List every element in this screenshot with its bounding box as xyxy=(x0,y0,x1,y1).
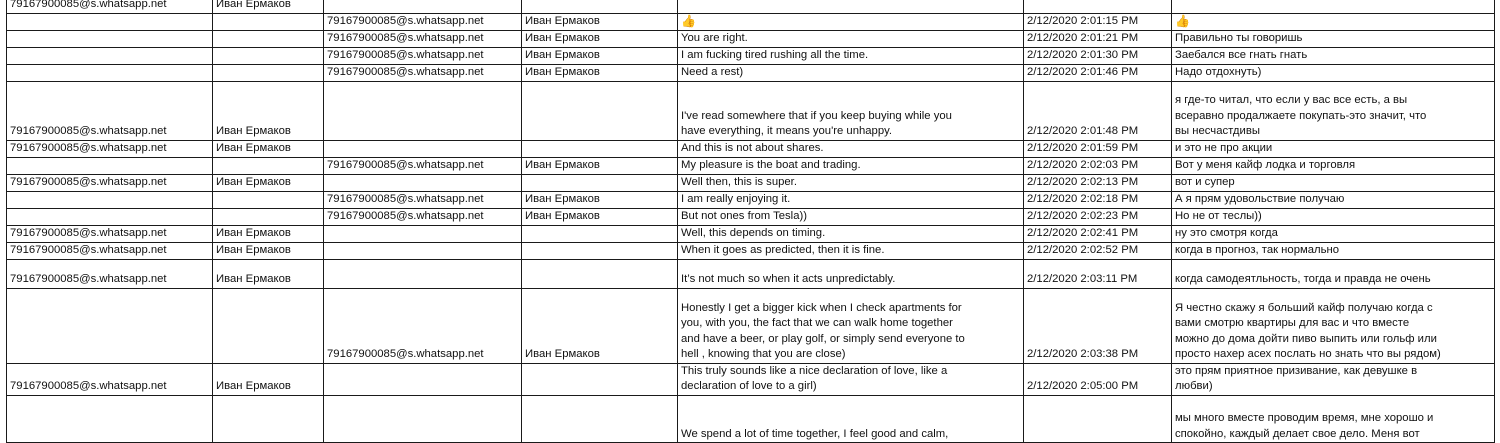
recipient-id-cell: 79167900085@s.whatsapp.net xyxy=(324,157,522,174)
sender-id-cell: 79167900085@s.whatsapp.net xyxy=(7,140,213,157)
table-row xyxy=(7,191,1495,208)
message-english-cell: But not ones from Tesla)) xyxy=(678,208,1024,225)
timestamp-cell xyxy=(1024,0,1172,13)
sender-id-cell xyxy=(7,13,213,30)
sender-id-cell xyxy=(7,208,213,225)
recipient-id-cell: 79167900085@s.whatsapp.net xyxy=(324,47,522,64)
sender-name-cell xyxy=(213,13,324,30)
recipient-id-cell: 79167900085@s.whatsapp.net xyxy=(324,13,522,30)
table-row xyxy=(7,395,1495,443)
sender-name-cell: Иван Ермаков xyxy=(213,140,324,157)
table-row xyxy=(7,157,1495,174)
timestamp-cell: 2/12/2020 2:02:52 PM xyxy=(1024,242,1172,259)
recipient-name-cell xyxy=(522,0,678,13)
sender-id-cell xyxy=(7,395,213,443)
message-english-cell xyxy=(678,0,1024,13)
timestamp-cell: 2/12/2020 2:01:48 PM xyxy=(1024,81,1172,140)
message-russian-cell: Вот у меня кайф лодка и торговля xyxy=(1172,157,1495,174)
sender-id-cell: 79167900085@s.whatsapp.net xyxy=(7,363,213,395)
timestamp-cell: 2/12/2020 2:02:23 PM xyxy=(1024,208,1172,225)
table-row xyxy=(7,81,1495,140)
recipient-id-cell xyxy=(324,174,522,191)
sender-id-cell xyxy=(7,288,213,363)
timestamp-cell: 2/12/2020 2:01:15 PM xyxy=(1024,13,1172,30)
message-russian-cell: Но не от теслы)) xyxy=(1172,208,1495,225)
message-english-cell: When it goes as predicted, then it is fine. xyxy=(678,242,1024,259)
timestamp-cell xyxy=(1024,395,1172,443)
recipient-id-cell: 79167900085@s.whatsapp.net xyxy=(324,191,522,208)
recipient-name-cell: Иван Ермаков xyxy=(522,191,678,208)
message-english-cell: I've read somewhere that if you keep buying while you have everything, it means you're unhappy. xyxy=(678,81,1024,140)
message-english-cell: This truly sounds like a nice declaration of love, like a declaration of love to a girl) xyxy=(678,363,1024,395)
message-english-cell: It’s not much so when it acts unpredictably. xyxy=(678,259,1024,288)
sender-name-cell: Иван Ермаков xyxy=(213,0,324,13)
sender-id-cell xyxy=(7,157,213,174)
recipient-id-cell: 79167900085@s.whatsapp.net xyxy=(324,288,522,363)
table-row xyxy=(7,208,1495,225)
timestamp-cell: 2/12/2020 2:01:59 PM xyxy=(1024,140,1172,157)
message-english-cell: I am really enjoying it. xyxy=(678,191,1024,208)
recipient-id-cell: 79167900085@s.whatsapp.net xyxy=(324,208,522,225)
timestamp-cell: 2/12/2020 2:03:11 PM xyxy=(1024,259,1172,288)
table-row xyxy=(7,242,1495,259)
table-row xyxy=(7,288,1495,363)
message-english-cell: Need a rest) xyxy=(678,64,1024,81)
message-russian-cell: Надо отдохнуть) xyxy=(1172,64,1495,81)
sender-name-cell xyxy=(213,30,324,47)
sender-name-cell xyxy=(213,157,324,174)
sender-id-cell: 79167900085@s.whatsapp.net xyxy=(7,81,213,140)
sender-name-cell xyxy=(213,47,324,64)
message-english-cell: Honestly I get a bigger kick when I check apartments for you, with you, the fact that we can walk home together and have a beer, or play golf, or simply send everyone to hell , knowing that you are close) xyxy=(678,288,1024,363)
sender-name-cell xyxy=(213,288,324,363)
recipient-id-cell xyxy=(324,0,522,13)
sender-name-cell xyxy=(213,395,324,443)
table-row xyxy=(7,225,1495,242)
table-row xyxy=(7,140,1495,157)
message-russian-cell: вот и супер xyxy=(1172,174,1495,191)
sender-id-cell: 79167900085@s.whatsapp.net xyxy=(7,174,213,191)
message-russian-cell: когда в прогноз, так нормально xyxy=(1172,242,1495,259)
timestamp-cell: 2/12/2020 2:01:21 PM xyxy=(1024,30,1172,47)
timestamp-cell: 2/12/2020 2:02:41 PM xyxy=(1024,225,1172,242)
recipient-name-cell xyxy=(522,259,678,288)
recipient-name-cell xyxy=(522,174,678,191)
sender-id-cell: 79167900085@s.whatsapp.net xyxy=(7,259,213,288)
message-russian-cell xyxy=(1172,0,1495,13)
sender-id-cell xyxy=(7,30,213,47)
recipient-name-cell: Иван Ермаков xyxy=(522,157,678,174)
message-russian-cell: Правильно ты говоришь xyxy=(1172,30,1495,47)
table-row xyxy=(7,174,1495,191)
message-russian-cell: 👍 xyxy=(1172,13,1495,30)
message-english-cell: My pleasure is the boat and trading. xyxy=(678,157,1024,174)
table-row xyxy=(7,363,1495,395)
sender-id-cell: 79167900085@s.whatsapp.net xyxy=(7,242,213,259)
message-russian-cell: это прям приятное призивание, как девушке в любви) xyxy=(1172,363,1495,395)
recipient-name-cell: Иван Ермаков xyxy=(522,30,678,47)
recipient-id-cell xyxy=(324,363,522,395)
sender-id-cell: 79167900085@s.whatsapp.net xyxy=(7,225,213,242)
recipient-id-cell xyxy=(324,395,522,443)
sender-name-cell: Иван Ермаков xyxy=(213,242,324,259)
recipient-name-cell xyxy=(522,225,678,242)
sender-name-cell: Иван Ермаков xyxy=(213,174,324,191)
message-english-cell: And this is not about shares. xyxy=(678,140,1024,157)
message-russian-cell: ну это смотря когда xyxy=(1172,225,1495,242)
recipient-name-cell: Иван Ермаков xyxy=(522,208,678,225)
sender-id-cell xyxy=(7,64,213,81)
recipient-id-cell xyxy=(324,259,522,288)
message-russian-cell: Заебался все гнать гнать xyxy=(1172,47,1495,64)
recipient-name-cell xyxy=(522,242,678,259)
recipient-id-cell xyxy=(324,225,522,242)
message-english-cell: Well, this depends on timing. xyxy=(678,225,1024,242)
message-russian-cell: когда самодеятльность, тогда и правда не очень xyxy=(1172,259,1495,288)
table-row xyxy=(7,13,1495,30)
message-english-cell: You are right. xyxy=(678,30,1024,47)
timestamp-cell: 2/12/2020 2:01:30 PM xyxy=(1024,47,1172,64)
sender-id-cell xyxy=(7,191,213,208)
table-row xyxy=(7,47,1495,64)
sender-name-cell xyxy=(213,191,324,208)
timestamp-cell: 2/12/2020 2:02:03 PM xyxy=(1024,157,1172,174)
message-russian-cell: и это не про акции xyxy=(1172,140,1495,157)
recipient-id-cell xyxy=(324,81,522,140)
sender-name-cell: Иван Ермаков xyxy=(213,225,324,242)
sender-id-cell: 79167900085@s.whatsapp.net xyxy=(7,0,213,13)
message-russian-cell: я где-то читал, что если у вас все есть, а вы всеравно продалжаете покупать-это значит, что вы несчастдивы xyxy=(1172,81,1495,140)
recipient-name-cell xyxy=(522,81,678,140)
table-row xyxy=(7,30,1495,47)
recipient-id-cell xyxy=(324,140,522,157)
table-row xyxy=(7,259,1495,288)
timestamp-cell: 2/12/2020 2:02:13 PM xyxy=(1024,174,1172,191)
table-row xyxy=(7,0,1495,13)
recipient-name-cell xyxy=(522,140,678,157)
sender-name-cell: Иван Ермаков xyxy=(213,81,324,140)
message-russian-cell: Я честно скажу я больший кайф получаю когда с вами смотрю квартиры для вас и что вместе можно до дома дойти пиво выпить или гольф или просто нахер асех послать но знать что вы рядом) xyxy=(1172,288,1495,363)
message-table xyxy=(6,0,1495,443)
sender-name-cell xyxy=(213,208,324,225)
sender-name-cell: Иван Ермаков xyxy=(213,363,324,395)
spreadsheet xyxy=(6,0,1494,443)
message-english-cell: I am fucking tired rushing all the time. xyxy=(678,47,1024,64)
recipient-id-cell: 79167900085@s.whatsapp.net xyxy=(324,30,522,47)
message-english-cell: 👍 xyxy=(678,13,1024,30)
message-english-cell: Well then, this is super. xyxy=(678,174,1024,191)
message-russian-cell: мы много вместе проводим время, мне хорошо и спокойно, каждый делает свое дело. Меня вот xyxy=(1172,395,1495,443)
timestamp-cell: 2/12/2020 2:05:00 PM xyxy=(1024,363,1172,395)
timestamp-cell: 2/12/2020 2:01:46 PM xyxy=(1024,64,1172,81)
recipient-name-cell xyxy=(522,395,678,443)
recipient-name-cell: Иван Ермаков xyxy=(522,288,678,363)
message-russian-cell: А я прям удовольствие получаю xyxy=(1172,191,1495,208)
recipient-id-cell xyxy=(324,242,522,259)
message-english-cell: We spend a lot of time together, I feel good and calm, xyxy=(678,395,1024,443)
sender-name-cell: Иван Ермаков xyxy=(213,259,324,288)
timestamp-cell: 2/12/2020 2:02:18 PM xyxy=(1024,191,1172,208)
recipient-name-cell: Иван Ермаков xyxy=(522,47,678,64)
recipient-name-cell: Иван Ермаков xyxy=(522,13,678,30)
sender-id-cell xyxy=(7,47,213,64)
recipient-id-cell: 79167900085@s.whatsapp.net xyxy=(324,64,522,81)
recipient-name-cell xyxy=(522,363,678,395)
sender-name-cell xyxy=(213,64,324,81)
table-row xyxy=(7,64,1495,81)
recipient-name-cell: Иван Ермаков xyxy=(522,64,678,81)
timestamp-cell: 2/12/2020 2:03:38 PM xyxy=(1024,288,1172,363)
